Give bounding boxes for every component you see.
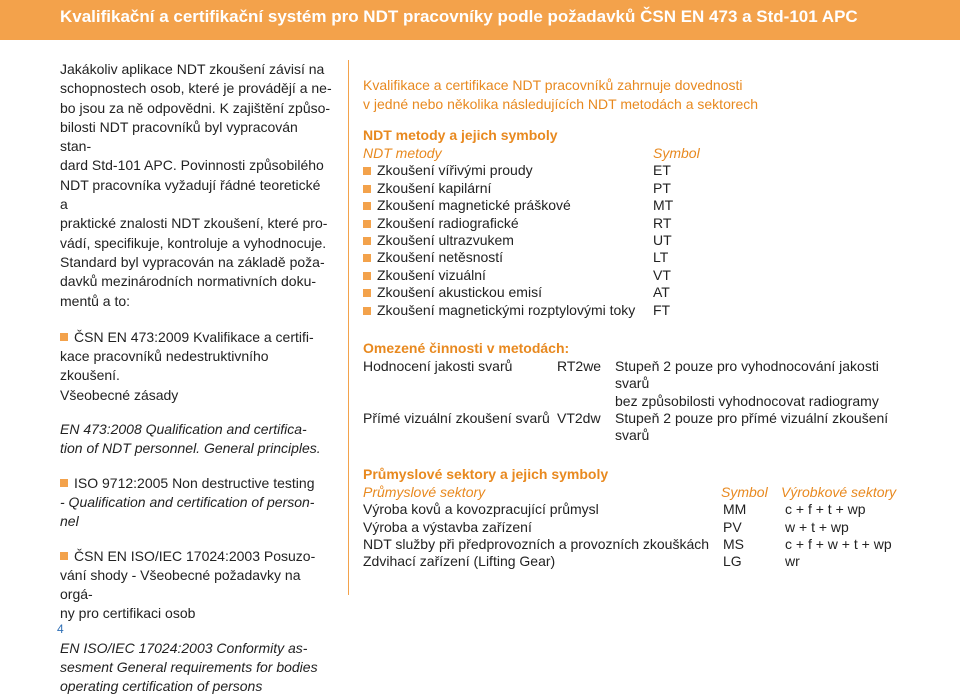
sector-products: w + t + wp xyxy=(785,518,849,535)
page-title: Kvalifikační a certifikační systém pro NDT pracovníky podle požadavků ČSN EN 473 a Std-101 APC xyxy=(60,7,858,26)
text-line: nel xyxy=(60,513,79,530)
limited-desc: svarů xyxy=(615,375,650,392)
method-name: Zkoušení magnetické práškové xyxy=(377,197,571,214)
text-line: vání shody - Všeobecné požadavky na orgá- xyxy=(60,566,301,603)
methods-heading: NDT metody a jejich symboly xyxy=(363,127,558,143)
intro-paragraph xyxy=(60,60,332,311)
method-name: Zkoušení kapilární xyxy=(377,179,492,196)
method-symbol: LT xyxy=(653,249,669,266)
text-line: ČSN EN ISO/IEC 17024:2003 Posuzo- xyxy=(74,547,316,564)
text-line: davků mezinárodních normativních doku- xyxy=(60,273,317,290)
limited-row xyxy=(363,375,948,392)
text-line: Standard byl vypracován na základě poža- xyxy=(60,253,325,270)
sector-name: Výroba a výstavba zařízení xyxy=(363,518,532,535)
bullet-square-icon xyxy=(363,289,371,297)
text-line: tion of NDT personnel. General principles. xyxy=(60,440,321,457)
text-line: ISO 9712:2005 Non destructive testing xyxy=(74,474,315,491)
limited-row xyxy=(363,410,948,427)
limited-table xyxy=(363,358,948,445)
method-name: Zkoušení vizuální xyxy=(377,266,486,283)
limited-row xyxy=(363,427,948,444)
sector-row xyxy=(363,501,948,518)
sector-name: NDT služby při předprovozních a provozních zkouškách xyxy=(363,536,710,553)
method-row xyxy=(363,180,948,197)
text-line: schopnostech osob, které je provádějí a ne- xyxy=(60,80,332,97)
bullet-square-icon xyxy=(363,237,371,245)
limited-row xyxy=(363,393,948,410)
text-line: - Qualification and certification of person- xyxy=(60,493,315,510)
sector-row xyxy=(363,519,948,536)
page-number: 4 xyxy=(57,622,64,636)
text-line: dard Std-101 APC. Povinnosti způsobilého xyxy=(60,157,324,174)
limited-desc: svarů xyxy=(615,427,650,444)
limited-code: VT2dw xyxy=(557,410,601,427)
text-line: EN 473:2008 Qualification and certifica- xyxy=(60,421,307,438)
standard-en-473-english xyxy=(60,420,332,459)
col-symbol-header: Symbol xyxy=(653,145,700,161)
sector-symbol: MS xyxy=(723,536,744,553)
limited-desc: Stupeň 2 pouze pro přímé vizuální zkoušení xyxy=(615,410,889,427)
standard-csn-en-473 xyxy=(60,328,332,405)
limited-desc: Stupeň 2 pouze pro vyhodnocování jakosti xyxy=(615,357,879,374)
sector-products: c + f + t + wp xyxy=(785,501,866,518)
sectors-column-headers xyxy=(363,484,948,501)
text-line: vádí, specifikuje, kontroluje a vyhodnocuje. xyxy=(60,234,327,251)
limited-code: RT2we xyxy=(557,357,602,374)
bullet-square-icon xyxy=(363,167,371,175)
method-symbol: PT xyxy=(653,179,671,196)
text-line: bilosti NDT pracovníků byl vypracován stan- xyxy=(60,118,298,155)
method-name: Zkoušení ultrazvukem xyxy=(377,231,514,248)
bullet-square-icon xyxy=(363,185,371,193)
sectors-heading: Průmyslové sektory a jejich symboly xyxy=(363,465,609,482)
sector-symbol: PV xyxy=(723,518,742,535)
standard-iso-9712 xyxy=(60,474,332,532)
intro-line: v jedné nebo několika následujících NDT metodách a sektorech xyxy=(363,96,759,112)
method-row xyxy=(363,197,948,214)
text-line: operating certification of persons xyxy=(60,678,263,695)
text-line: sesment General requirements for bodies xyxy=(60,659,318,676)
col-products-header: Výrobkové sektory xyxy=(781,483,897,500)
method-row xyxy=(363,162,948,179)
text-line: Jakákoliv aplikace NDT zkoušení závisí na xyxy=(60,61,325,77)
col-method-header: NDT metody xyxy=(363,145,442,161)
text-line: mentů a to: xyxy=(60,292,131,309)
bullet-square-icon xyxy=(363,220,371,228)
sector-products: c + f + w + t + wp xyxy=(785,536,892,553)
col-sector-header: Průmyslové sektory xyxy=(363,483,486,500)
method-symbol: UT xyxy=(653,231,672,248)
method-name: Zkoušení magnetickými rozptylovými toky xyxy=(377,301,636,318)
text-line: kace pracovníků nedestruktivního zkoušení. xyxy=(60,348,269,384)
sector-row xyxy=(363,553,948,570)
sectors-table xyxy=(363,501,948,571)
sector-name: Zdvihací zařízení (Lifting Gear) xyxy=(363,553,556,570)
method-name: Zkoušení akustickou emisí xyxy=(377,284,542,301)
method-symbol: AT xyxy=(653,284,670,301)
method-symbol: ET xyxy=(653,162,671,179)
method-name: Zkoušení vířivými proudy xyxy=(377,162,533,179)
method-row xyxy=(363,284,948,301)
methods-column-headers xyxy=(363,145,948,162)
sector-symbol: MM xyxy=(723,501,747,518)
bullet-square-icon xyxy=(363,254,371,262)
method-row xyxy=(363,215,948,232)
bullet-square-icon xyxy=(363,307,371,315)
limited-name: Přímé vizuální zkoušení svarů xyxy=(363,410,550,427)
method-symbol: RT xyxy=(653,214,672,231)
text-line: praktické znalosti NDT zkoušení, které pro- xyxy=(60,215,328,232)
sector-products: wr xyxy=(785,553,800,570)
header-bar xyxy=(0,0,960,40)
methods-table xyxy=(363,162,948,319)
col-symbol-header: Symbol xyxy=(721,483,768,500)
bullet-square-icon xyxy=(363,202,371,210)
intro-line: Kvalifikace a certifikace NDT pracovníků zahrnuje dovednosti xyxy=(363,77,743,93)
method-row xyxy=(363,267,948,284)
method-symbol: FT xyxy=(653,301,671,318)
limited-name: Hodnocení jakosti svarů xyxy=(363,357,513,374)
method-symbol: VT xyxy=(653,266,671,283)
text-line: ny pro certifikaci osob xyxy=(60,605,196,622)
bullet-square-icon xyxy=(60,333,68,341)
limited-desc: bez způsobilosti vyhodnocovat radiogramy xyxy=(615,392,879,409)
right-column xyxy=(363,76,948,571)
left-column xyxy=(60,60,332,697)
standard-csn-iso-17024 xyxy=(60,547,332,624)
bullet-square-icon xyxy=(60,552,68,560)
column-divider xyxy=(348,60,349,595)
method-row xyxy=(363,302,948,319)
sector-row xyxy=(363,536,948,553)
method-row xyxy=(363,232,948,249)
sector-name: Výroba kovů a kovozpracující průmysl xyxy=(363,501,599,518)
text-line: NDT pracovníka vyžadují řádné teoretické a xyxy=(60,176,321,213)
method-name: Zkoušení netěsností xyxy=(377,249,504,266)
limited-row xyxy=(363,358,948,375)
bullet-square-icon xyxy=(60,479,68,487)
standard-iso-17024-english xyxy=(60,639,332,697)
text-line: EN ISO/IEC 17024:2003 Conformity as- xyxy=(60,639,308,656)
text-line: bo jsou za ně odpovědni. K zajištění způso- xyxy=(60,99,331,116)
sector-symbol: LG xyxy=(723,553,742,570)
method-symbol: MT xyxy=(653,197,674,214)
text-line: ČSN EN 473:2009 Kvalifikace a certifi- xyxy=(74,328,314,345)
limited-heading: Omezené činnosti v metodách: xyxy=(363,339,570,356)
method-name: Zkoušení radiografické xyxy=(377,214,519,231)
bullet-square-icon xyxy=(363,272,371,280)
method-row xyxy=(363,249,948,266)
text-line: Všeobecné zásady xyxy=(60,386,179,403)
